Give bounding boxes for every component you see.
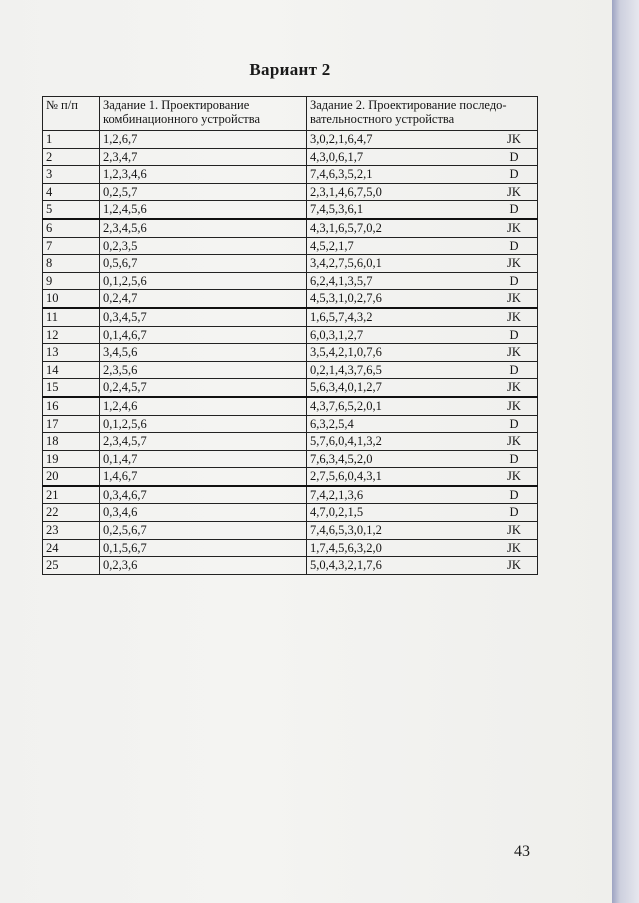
cell-task2-sequence: 5,6,3,4,0,1,2,7 — [307, 379, 492, 397]
cell-number: 11 — [43, 308, 100, 326]
cell-trigger-type: JK — [491, 255, 538, 273]
cell-task1: 0,1,5,6,7 — [100, 539, 307, 557]
cell-task1: 0,3,4,6 — [100, 504, 307, 522]
cell-task2-sequence: 7,4,6,5,3,0,1,2 — [307, 522, 492, 540]
cell-task1: 1,2,6,7 — [100, 131, 307, 149]
page-title: Вариант 2 — [249, 60, 331, 79]
table-row — [43, 539, 538, 557]
cell-trigger-type: JK — [491, 219, 538, 237]
cell-task1: 2,3,4,5,6 — [100, 219, 307, 237]
cell-task2-sequence: 6,0,3,1,2,7 — [307, 326, 492, 344]
cell-task1: 1,2,3,4,6 — [100, 166, 307, 184]
cell-task2-sequence: 1,7,4,5,6,3,2,0 — [307, 539, 492, 557]
cell-number: 5 — [43, 201, 100, 219]
table-row — [43, 379, 538, 397]
cell-trigger-type: JK — [491, 433, 538, 451]
cell-task2-sequence: 3,5,4,2,1,0,7,6 — [307, 344, 492, 362]
cell-task2-sequence: 7,4,6,3,5,2,1 — [307, 166, 492, 184]
cell-task2-sequence: 4,5,2,1,7 — [307, 237, 492, 255]
table-row — [43, 272, 538, 290]
cell-number: 13 — [43, 344, 100, 362]
table-row — [43, 450, 538, 468]
cell-task2-sequence: 3,0,2,1,6,4,7 — [307, 131, 492, 149]
cell-task2-sequence: 0,2,1,4,3,7,6,5 — [307, 361, 492, 379]
cell-number: 21 — [43, 486, 100, 504]
cell-number: 20 — [43, 468, 100, 486]
cell-number: 1 — [43, 131, 100, 149]
cell-number: 6 — [43, 219, 100, 237]
cell-trigger-type: JK — [491, 183, 538, 201]
table-row — [43, 183, 538, 201]
cell-task2-sequence: 6,3,2,5,4 — [307, 415, 492, 433]
cell-number: 12 — [43, 326, 100, 344]
table-row — [43, 326, 538, 344]
cell-number: 16 — [43, 397, 100, 415]
cell-task2-sequence: 4,3,7,6,5,2,0,1 — [307, 397, 492, 415]
cell-task2-sequence: 4,3,0,6,1,7 — [307, 148, 492, 166]
cell-trigger-type: D — [491, 237, 538, 255]
cell-task2-sequence: 2,7,5,6,0,4,3,1 — [307, 468, 492, 486]
cell-trigger-type: JK — [491, 379, 538, 397]
cell-task1: 0,1,2,5,6 — [100, 415, 307, 433]
cell-task1: 2,3,5,6 — [100, 361, 307, 379]
table-row — [43, 237, 538, 255]
cell-trigger-type: D — [491, 166, 538, 184]
cell-task1: 0,1,4,6,7 — [100, 326, 307, 344]
table-row — [43, 397, 538, 415]
table-row — [43, 166, 538, 184]
header-number: № п/п — [43, 97, 100, 131]
cell-number: 22 — [43, 504, 100, 522]
header-task1: Задание 1. Проектирование комбинационного устройства — [100, 97, 307, 131]
cell-number: 7 — [43, 237, 100, 255]
table-row — [43, 557, 538, 575]
cell-task2-sequence: 5,7,6,0,4,1,3,2 — [307, 433, 492, 451]
table-row — [43, 433, 538, 451]
table-row — [43, 504, 538, 522]
table-row — [43, 344, 538, 362]
cell-number: 17 — [43, 415, 100, 433]
cell-trigger-type: D — [491, 486, 538, 504]
cell-number: 25 — [43, 557, 100, 575]
cell-trigger-type: D — [491, 450, 538, 468]
cell-number: 10 — [43, 290, 100, 308]
cell-task1: 1,2,4,6 — [100, 397, 307, 415]
page-number: 43 — [514, 843, 530, 860]
cell-task1: 1,2,4,5,6 — [100, 201, 307, 219]
table-row — [43, 522, 538, 540]
cell-trigger-type: JK — [491, 290, 538, 308]
page-edge — [612, 0, 639, 903]
cell-number: 23 — [43, 522, 100, 540]
cell-number: 24 — [43, 539, 100, 557]
cell-number: 3 — [43, 166, 100, 184]
cell-task1: 2,3,4,5,7 — [100, 433, 307, 451]
header-task2: Задание 2. Проектирование последо-вательностного устройства — [307, 97, 538, 131]
cell-task2-sequence: 6,2,4,1,3,5,7 — [307, 272, 492, 290]
cell-number: 18 — [43, 433, 100, 451]
table-body — [43, 131, 538, 575]
cell-number: 15 — [43, 379, 100, 397]
cell-task1: 0,2,4,5,7 — [100, 379, 307, 397]
cell-trigger-type: JK — [491, 308, 538, 326]
cell-task2-sequence: 4,7,0,2,1,5 — [307, 504, 492, 522]
cell-task2-sequence: 1,6,5,7,4,3,2 — [307, 308, 492, 326]
cell-task1: 0,3,4,6,7 — [100, 486, 307, 504]
table-header-row — [43, 97, 538, 131]
cell-task2-sequence: 5,0,4,3,2,1,7,6 — [307, 557, 492, 575]
cell-number: 19 — [43, 450, 100, 468]
cell-number: 9 — [43, 272, 100, 290]
table-row — [43, 131, 538, 149]
variant-table — [42, 96, 538, 575]
table-row — [43, 255, 538, 273]
cell-trigger-type: D — [491, 201, 538, 219]
cell-trigger-type: D — [491, 272, 538, 290]
cell-task1: 0,5,6,7 — [100, 255, 307, 273]
cell-task1: 0,1,2,5,6 — [100, 272, 307, 290]
table-row — [43, 308, 538, 326]
cell-trigger-type: D — [491, 326, 538, 344]
cell-trigger-type: JK — [491, 397, 538, 415]
cell-task2-sequence: 4,5,3,1,0,2,7,6 — [307, 290, 492, 308]
cell-task2-sequence: 7,4,2,1,3,6 — [307, 486, 492, 504]
cell-task1: 3,4,5,6 — [100, 344, 307, 362]
cell-task1: 2,3,4,7 — [100, 148, 307, 166]
cell-task1: 0,2,3,5 — [100, 237, 307, 255]
cell-task1: 0,3,4,5,7 — [100, 308, 307, 326]
cell-trigger-type: D — [491, 148, 538, 166]
table-row — [43, 486, 538, 504]
cell-trigger-type: JK — [491, 131, 538, 149]
cell-number: 8 — [43, 255, 100, 273]
table-row — [43, 361, 538, 379]
table-row — [43, 219, 538, 237]
cell-task2-sequence: 7,4,5,3,6,1 — [307, 201, 492, 219]
cell-trigger-type: D — [491, 504, 538, 522]
cell-trigger-type: D — [491, 415, 538, 433]
cell-task2-sequence: 3,4,2,7,5,6,0,1 — [307, 255, 492, 273]
cell-trigger-type: JK — [491, 344, 538, 362]
table-row — [43, 415, 538, 433]
table-row — [43, 468, 538, 486]
cell-trigger-type: JK — [491, 539, 538, 557]
cell-task2-sequence: 7,6,3,4,5,2,0 — [307, 450, 492, 468]
cell-trigger-type: D — [491, 361, 538, 379]
cell-trigger-type: JK — [491, 522, 538, 540]
table-row — [43, 201, 538, 219]
cell-trigger-type: JK — [491, 557, 538, 575]
cell-task2-sequence: 4,3,1,6,5,7,0,2 — [307, 219, 492, 237]
cell-task1: 0,2,5,6,7 — [100, 522, 307, 540]
cell-number: 4 — [43, 183, 100, 201]
cell-task1: 0,2,4,7 — [100, 290, 307, 308]
cell-task2-sequence: 2,3,1,4,6,7,5,0 — [307, 183, 492, 201]
table-row — [43, 148, 538, 166]
cell-trigger-type: JK — [491, 468, 538, 486]
cell-task1: 1,4,6,7 — [100, 468, 307, 486]
cell-number: 2 — [43, 148, 100, 166]
cell-task1: 0,1,4,7 — [100, 450, 307, 468]
table-row — [43, 290, 538, 308]
cell-number: 14 — [43, 361, 100, 379]
cell-task1: 0,2,5,7 — [100, 183, 307, 201]
cell-task1: 0,2,3,6 — [100, 557, 307, 575]
